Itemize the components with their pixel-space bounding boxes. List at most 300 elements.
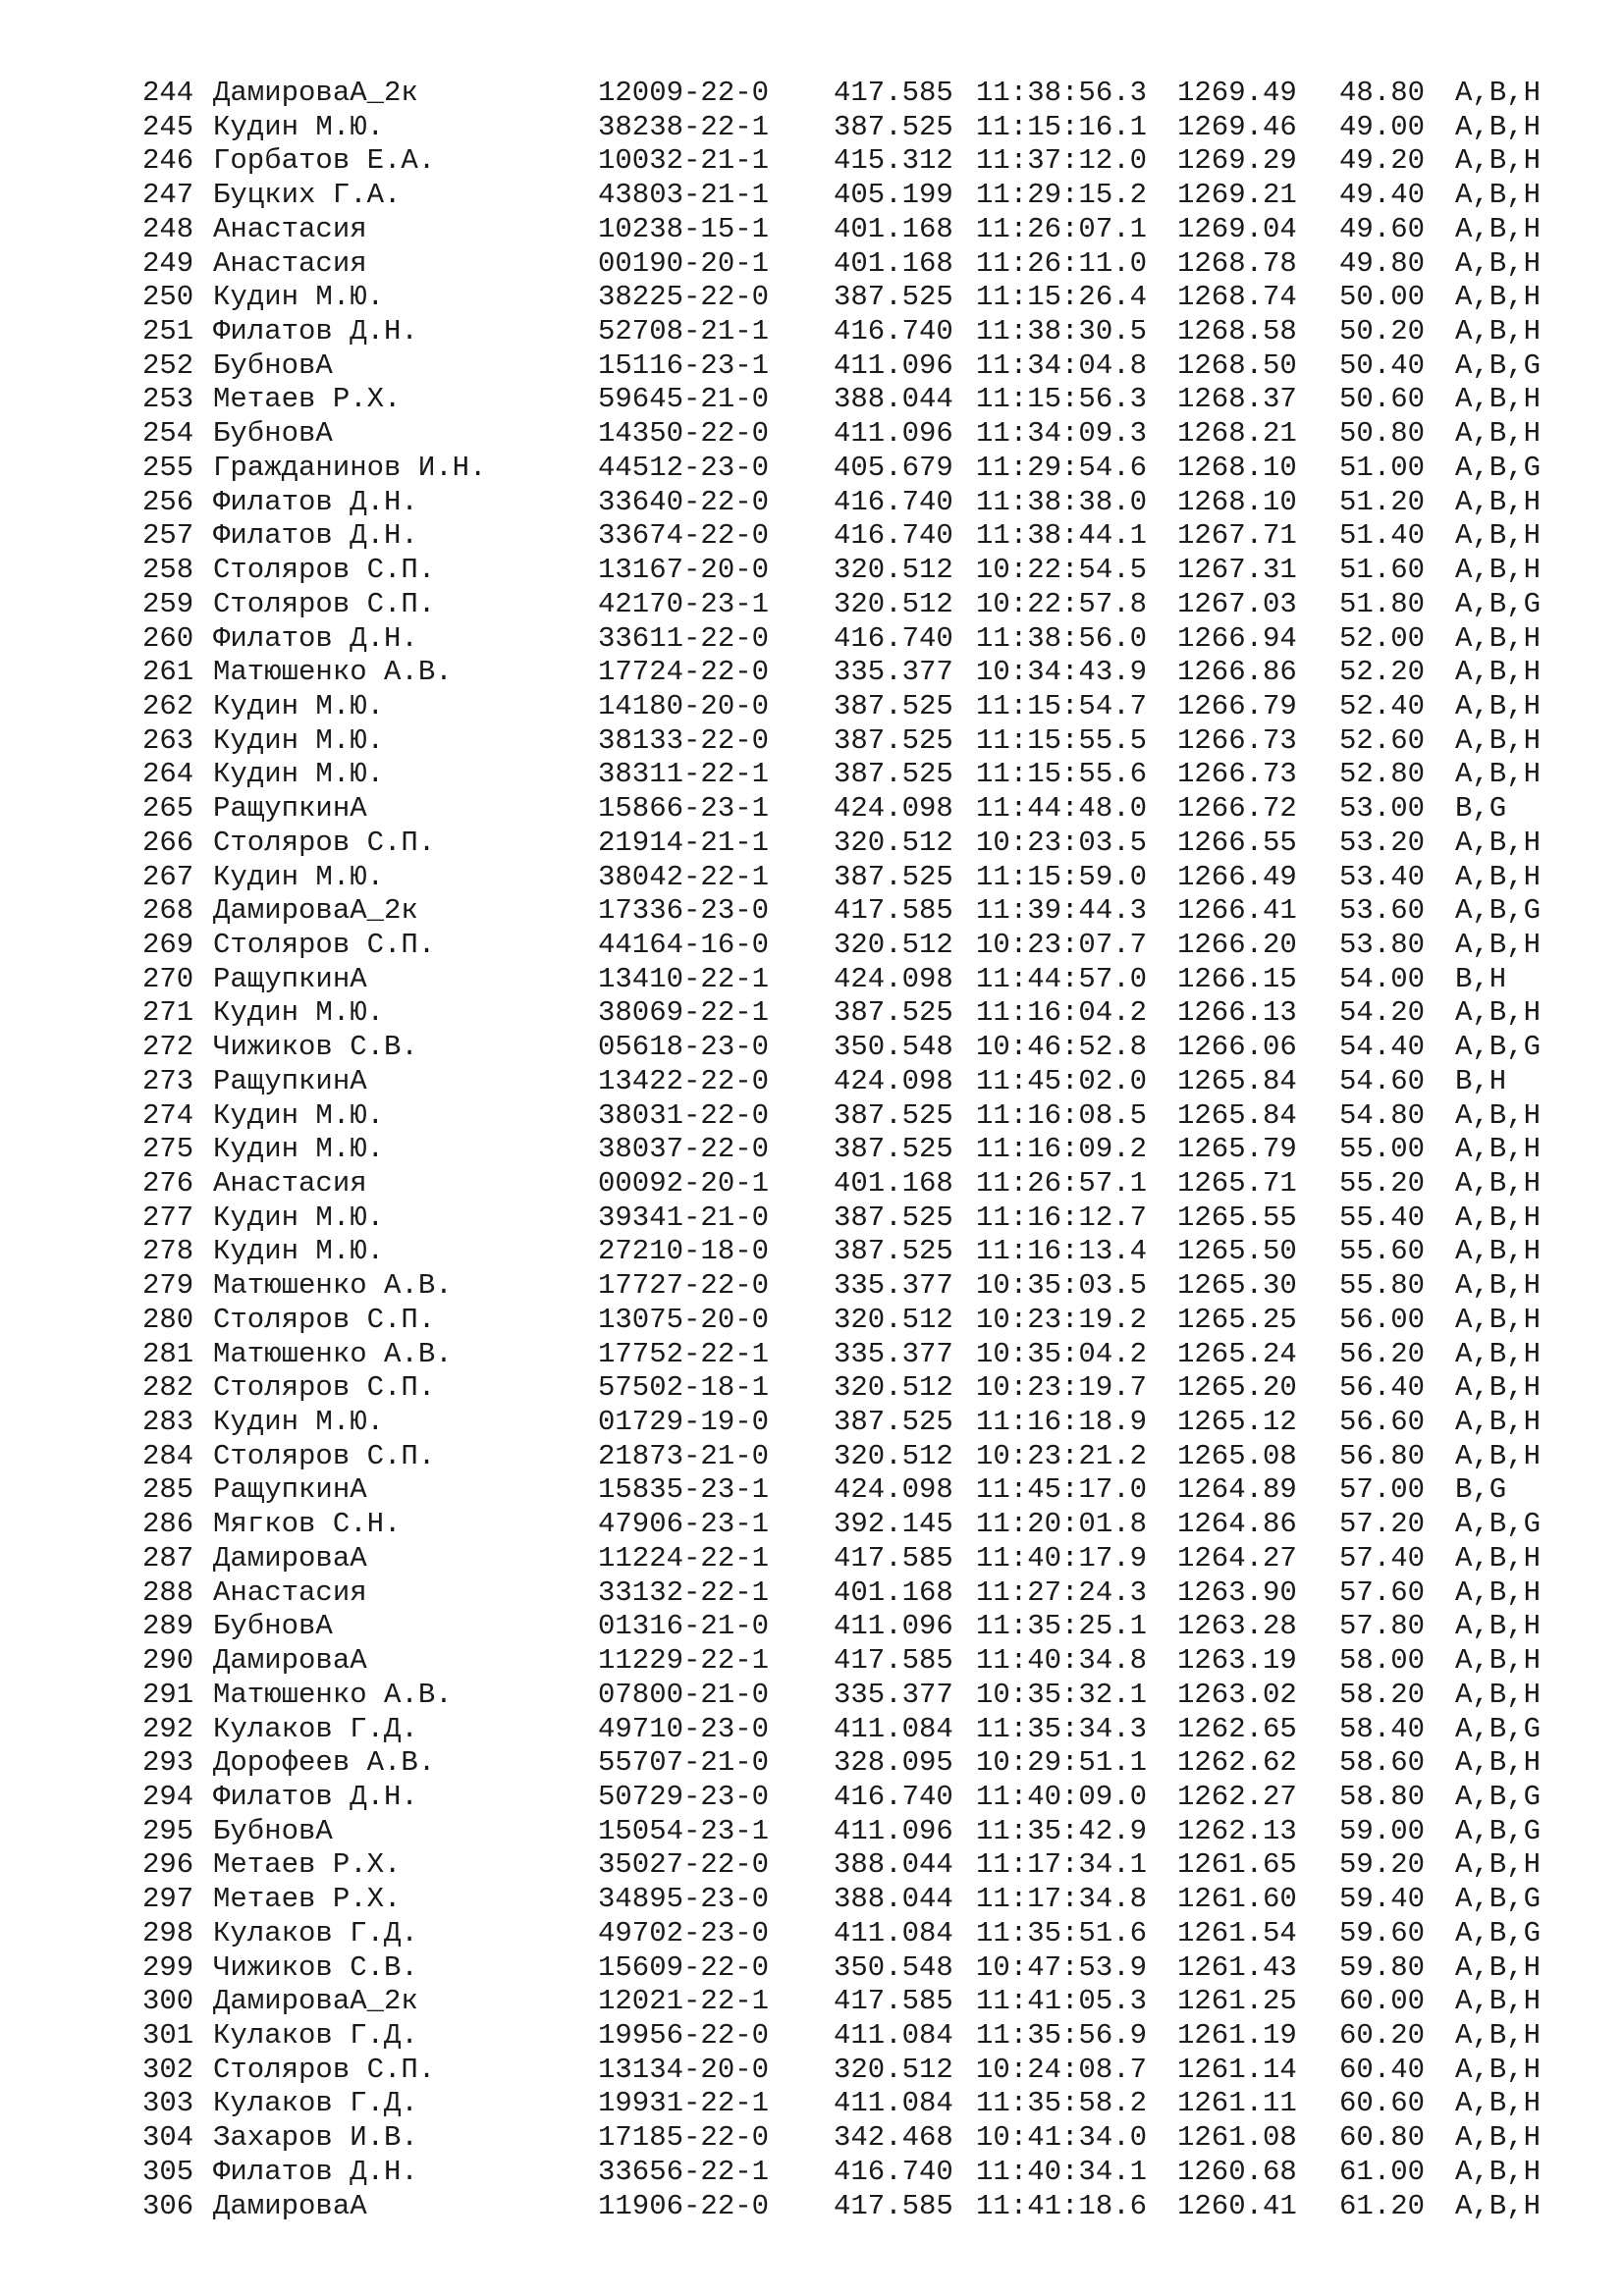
result-row [142, 1304, 1624, 1338]
category-cell: A,B,H [1455, 485, 1542, 518]
fancier-name-cell: Кулаков Г.Д. [213, 1712, 418, 1745]
arrival-time-cell: 11:38:30.5 [976, 315, 1148, 348]
fancier-name-cell: Кулаков Г.Д. [213, 2018, 418, 2052]
coefficient-cell: 55.80 [1339, 1269, 1426, 1303]
place-cell: 267 [142, 860, 194, 893]
coefficient-cell: 55.60 [1339, 1235, 1426, 1268]
distance-cell: 387.525 [834, 1098, 953, 1132]
fancier-name-cell: Гражданинов И.Н. [213, 451, 487, 484]
fancier-name-cell: Кудин М.Ю. [213, 1406, 385, 1439]
result-row [142, 1065, 1624, 1099]
result-row [142, 1610, 1624, 1644]
speed-cell: 1260.41 [1177, 2189, 1297, 2222]
fancier-name-cell: Столяров С.П. [213, 554, 436, 587]
fancier-name-cell: РащупкинА [213, 792, 367, 826]
fancier-name-cell: Кудин М.Ю. [213, 996, 385, 1030]
category-cell: A,B,G [1455, 587, 1542, 620]
ring-number-cell: 38238-22-1 [598, 110, 770, 143]
ring-number-cell: 13410-22-1 [598, 962, 770, 995]
arrival-time-cell: 11:39:44.3 [976, 894, 1148, 928]
category-cell: A,B,G [1455, 1780, 1542, 1813]
category-cell: A,B,H [1455, 689, 1542, 722]
speed-cell: 1268.74 [1177, 281, 1297, 314]
result-row [142, 247, 1624, 282]
place-cell: 261 [142, 656, 194, 689]
arrival-time-cell: 11:38:56.0 [976, 621, 1148, 655]
fancier-name-cell: Филатов Д.Н. [213, 485, 418, 518]
coefficient-cell: 56.20 [1339, 1337, 1426, 1370]
category-cell: A,B,G [1455, 451, 1542, 484]
speed-cell: 1263.19 [1177, 1644, 1297, 1678]
distance-cell: 417.585 [834, 894, 953, 928]
speed-cell: 1265.24 [1177, 1337, 1297, 1370]
speed-cell: 1268.50 [1177, 348, 1297, 382]
ring-number-cell: 10032-21-1 [598, 144, 770, 178]
arrival-time-cell: 10:35:03.5 [976, 1269, 1148, 1303]
distance-cell: 387.525 [834, 281, 953, 314]
arrival-time-cell: 11:16:12.7 [976, 1201, 1148, 1234]
place-cell: 260 [142, 621, 194, 655]
arrival-time-cell: 11:15:56.3 [976, 383, 1148, 416]
result-row [142, 724, 1624, 759]
coefficient-cell: 54.20 [1339, 996, 1426, 1030]
coefficient-cell: 51.40 [1339, 519, 1426, 553]
distance-cell: 387.525 [834, 860, 953, 893]
result-row [142, 1679, 1624, 1713]
fancier-name-cell: БубновА [213, 1814, 333, 1847]
ring-number-cell: 13422-22-0 [598, 1064, 770, 1097]
ring-number-cell: 19956-22-0 [598, 2018, 770, 2052]
place-cell: 277 [142, 1201, 194, 1234]
speed-cell: 1265.79 [1177, 1133, 1297, 1166]
place-cell: 264 [142, 758, 194, 791]
distance-cell: 401.168 [834, 1167, 953, 1200]
speed-cell: 1266.49 [1177, 860, 1297, 893]
fancier-name-cell: Кудин М.Ю. [213, 689, 385, 722]
category-cell: A,B,H [1455, 2189, 1542, 2222]
distance-cell: 335.377 [834, 1678, 953, 1711]
coefficient-cell: 56.80 [1339, 1439, 1426, 1472]
fancier-name-cell: Буцких Г.А. [213, 179, 402, 212]
arrival-time-cell: 11:40:17.9 [976, 1541, 1148, 1575]
fancier-name-cell: Анастасия [213, 1575, 367, 1609]
distance-cell: 411.096 [834, 1610, 953, 1643]
coefficient-cell: 57.60 [1339, 1575, 1426, 1609]
speed-cell: 1268.10 [1177, 451, 1297, 484]
place-cell: 268 [142, 894, 194, 928]
category-cell: A,B,H [1455, 1269, 1542, 1303]
coefficient-cell: 50.60 [1339, 383, 1426, 416]
speed-cell: 1266.72 [1177, 792, 1297, 826]
arrival-time-cell: 11:15:55.5 [976, 723, 1148, 757]
fancier-name-cell: ДамироваА_2к [213, 894, 418, 928]
place-cell: 285 [142, 1473, 194, 1507]
ring-number-cell: 38133-22-0 [598, 723, 770, 757]
coefficient-cell: 59.40 [1339, 1883, 1426, 1916]
place-cell: 294 [142, 1780, 194, 1813]
distance-cell: 424.098 [834, 1473, 953, 1507]
category-cell: A,B,H [1455, 179, 1542, 212]
result-row [142, 1338, 1624, 1372]
ring-number-cell: 38069-22-1 [598, 996, 770, 1030]
arrival-time-cell: 11:35:51.6 [976, 1916, 1148, 1949]
ring-number-cell: 21873-21-0 [598, 1439, 770, 1472]
coefficient-cell: 53.00 [1339, 792, 1426, 826]
distance-cell: 417.585 [834, 1541, 953, 1575]
arrival-time-cell: 11:44:57.0 [976, 962, 1148, 995]
place-cell: 265 [142, 792, 194, 826]
ring-number-cell: 33611-22-0 [598, 621, 770, 655]
distance-cell: 416.740 [834, 1780, 953, 1813]
ring-number-cell: 17185-22-0 [598, 2121, 770, 2155]
speed-cell: 1263.28 [1177, 1610, 1297, 1643]
coefficient-cell: 50.40 [1339, 348, 1426, 382]
place-cell: 278 [142, 1235, 194, 1268]
result-row [142, 1848, 1624, 1883]
arrival-time-cell: 11:35:58.2 [976, 2087, 1148, 2120]
place-cell: 298 [142, 1916, 194, 1949]
ring-number-cell: 10238-15-1 [598, 212, 770, 245]
ring-number-cell: 33132-22-1 [598, 1575, 770, 1609]
ring-number-cell: 33656-22-1 [598, 2155, 770, 2188]
category-cell: A,B,G [1455, 1814, 1542, 1847]
ring-number-cell: 50729-23-0 [598, 1780, 770, 1813]
speed-cell: 1264.89 [1177, 1473, 1297, 1507]
speed-cell: 1261.54 [1177, 1916, 1297, 1949]
coefficient-cell: 57.40 [1339, 1541, 1426, 1575]
result-row [142, 2019, 1624, 2054]
speed-cell: 1269.46 [1177, 110, 1297, 143]
coefficient-cell: 53.40 [1339, 860, 1426, 893]
category-cell: A,B,H [1455, 928, 1542, 961]
arrival-time-cell: 11:44:48.0 [976, 792, 1148, 826]
place-cell: 299 [142, 1950, 194, 1984]
distance-cell: 388.044 [834, 383, 953, 416]
arrival-time-cell: 11:17:34.1 [976, 1848, 1148, 1882]
speed-cell: 1261.14 [1177, 2053, 1297, 2086]
speed-cell: 1269.04 [1177, 212, 1297, 245]
place-cell: 247 [142, 179, 194, 212]
arrival-time-cell: 11:40:09.0 [976, 1780, 1148, 1813]
coefficient-cell: 54.00 [1339, 962, 1426, 995]
coefficient-cell: 60.60 [1339, 2087, 1426, 2120]
arrival-time-cell: 11:37:12.0 [976, 144, 1148, 178]
coefficient-cell: 52.20 [1339, 656, 1426, 689]
ring-number-cell: 01729-19-0 [598, 1406, 770, 1439]
result-row [142, 1473, 1624, 1508]
speed-cell: 1261.08 [1177, 2121, 1297, 2155]
ring-number-cell: 13167-20-0 [598, 554, 770, 587]
coefficient-cell: 53.60 [1339, 894, 1426, 928]
result-row [142, 1133, 1624, 1167]
category-cell: A,B,H [1455, 996, 1542, 1030]
arrival-time-cell: 10:34:43.9 [976, 656, 1148, 689]
place-cell: 252 [142, 348, 194, 382]
arrival-time-cell: 11:35:42.9 [976, 1814, 1148, 1847]
place-cell: 283 [142, 1406, 194, 1439]
distance-cell: 416.740 [834, 2155, 953, 2188]
ring-number-cell: 11224-22-1 [598, 1541, 770, 1575]
coefficient-cell: 58.60 [1339, 1746, 1426, 1780]
speed-cell: 1266.73 [1177, 758, 1297, 791]
category-cell: A,B,H [1455, 77, 1542, 109]
result-row [142, 2121, 1624, 2156]
ring-number-cell: 38042-22-1 [598, 860, 770, 893]
distance-cell: 405.679 [834, 451, 953, 484]
distance-cell: 335.377 [834, 1269, 953, 1303]
place-cell: 290 [142, 1644, 194, 1678]
speed-cell: 1261.60 [1177, 1883, 1297, 1916]
category-cell: A,B,H [1455, 1575, 1542, 1609]
result-row [142, 996, 1624, 1031]
result-row [142, 1201, 1624, 1236]
coefficient-cell: 59.00 [1339, 1814, 1426, 1847]
arrival-time-cell: 10:23:03.5 [976, 826, 1148, 859]
ring-number-cell: 17724-22-0 [598, 656, 770, 689]
distance-cell: 401.168 [834, 212, 953, 245]
place-cell: 302 [142, 2053, 194, 2086]
fancier-name-cell: Матюшенко А.В. [213, 656, 453, 689]
speed-cell: 1265.12 [1177, 1406, 1297, 1439]
speed-cell: 1268.58 [1177, 315, 1297, 348]
coefficient-cell: 50.00 [1339, 281, 1426, 314]
coefficient-cell: 56.40 [1339, 1371, 1426, 1405]
distance-cell: 401.168 [834, 246, 953, 280]
distance-cell: 411.096 [834, 417, 953, 451]
speed-cell: 1262.65 [1177, 1712, 1297, 1745]
distance-cell: 328.095 [834, 1746, 953, 1780]
result-row [142, 383, 1624, 417]
place-cell: 276 [142, 1167, 194, 1200]
coefficient-cell: 60.00 [1339, 1985, 1426, 2018]
fancier-name-cell: Горбатов Е.А. [213, 144, 436, 178]
arrival-time-cell: 11:20:01.8 [976, 1508, 1148, 1541]
place-cell: 291 [142, 1678, 194, 1711]
speed-cell: 1262.27 [1177, 1780, 1297, 1813]
ring-number-cell: 42170-23-1 [598, 587, 770, 620]
ring-number-cell: 49710-23-0 [598, 1712, 770, 1745]
coefficient-cell: 57.00 [1339, 1473, 1426, 1507]
fancier-name-cell: Филатов Д.Н. [213, 2155, 418, 2188]
category-cell: A,B,H [1455, 519, 1542, 553]
fancier-name-cell: Кудин М.Ю. [213, 758, 385, 791]
coefficient-cell: 60.80 [1339, 2121, 1426, 2155]
category-cell: A,B,G [1455, 1883, 1542, 1916]
coefficient-cell: 57.80 [1339, 1610, 1426, 1643]
result-row [142, 1099, 1624, 1134]
ring-number-cell: 17752-22-1 [598, 1337, 770, 1370]
distance-cell: 320.512 [834, 928, 953, 961]
category-cell: A,B,H [1455, 1235, 1542, 1268]
arrival-time-cell: 11:34:09.3 [976, 417, 1148, 451]
place-cell: 275 [142, 1133, 194, 1166]
speed-cell: 1265.25 [1177, 1303, 1297, 1336]
speed-cell: 1264.86 [1177, 1508, 1297, 1541]
distance-cell: 350.548 [834, 1950, 953, 1984]
category-cell: A,B,H [1455, 281, 1542, 314]
arrival-time-cell: 11:40:34.1 [976, 2155, 1148, 2188]
arrival-time-cell: 10:35:04.2 [976, 1337, 1148, 1370]
distance-cell: 320.512 [834, 1371, 953, 1405]
speed-cell: 1265.84 [1177, 1064, 1297, 1097]
fancier-name-cell: Анастасия [213, 212, 367, 245]
category-cell: A,B,H [1455, 1201, 1542, 1234]
result-row [142, 1167, 1624, 1201]
result-row [142, 1644, 1624, 1679]
speed-cell: 1266.55 [1177, 826, 1297, 859]
place-cell: 270 [142, 962, 194, 995]
ring-number-cell: 27210-18-0 [598, 1235, 770, 1268]
coefficient-cell: 55.00 [1339, 1133, 1426, 1166]
place-cell: 293 [142, 1746, 194, 1780]
distance-cell: 424.098 [834, 792, 953, 826]
coefficient-cell: 61.00 [1339, 2155, 1426, 2188]
fancier-name-cell: Дорофеев А.В. [213, 1746, 436, 1780]
arrival-time-cell: 11:40:34.8 [976, 1644, 1148, 1678]
place-cell: 287 [142, 1541, 194, 1575]
speed-cell: 1262.62 [1177, 1746, 1297, 1780]
category-cell: A,B,H [1455, 723, 1542, 757]
ring-number-cell: 21914-21-1 [598, 826, 770, 859]
result-row [142, 963, 1624, 997]
distance-cell: 335.377 [834, 1337, 953, 1370]
arrival-time-cell: 10:35:32.1 [976, 1678, 1148, 1711]
arrival-time-cell: 11:45:17.0 [976, 1473, 1148, 1507]
distance-cell: 387.525 [834, 723, 953, 757]
fancier-name-cell: ДамироваА [213, 1541, 367, 1575]
category-cell: A,B,H [1455, 1950, 1542, 1984]
arrival-time-cell: 11:17:34.8 [976, 1883, 1148, 1916]
result-row [142, 315, 1624, 349]
ring-number-cell: 43803-21-1 [598, 179, 770, 212]
arrival-time-cell: 11:15:26.4 [976, 281, 1148, 314]
category-cell: A,B,H [1455, 2155, 1542, 2188]
arrival-time-cell: 11:26:07.1 [976, 212, 1148, 245]
speed-cell: 1260.68 [1177, 2155, 1297, 2188]
result-row [142, 1371, 1624, 1406]
distance-cell: 387.525 [834, 1201, 953, 1234]
place-cell: 292 [142, 1712, 194, 1745]
coefficient-cell: 52.00 [1339, 621, 1426, 655]
coefficient-cell: 52.40 [1339, 689, 1426, 722]
distance-cell: 387.525 [834, 996, 953, 1030]
result-row [142, 77, 1624, 111]
distance-cell: 388.044 [834, 1848, 953, 1882]
arrival-time-cell: 11:16:13.4 [976, 1235, 1148, 1268]
place-cell: 269 [142, 928, 194, 961]
fancier-name-cell: Столяров С.П. [213, 826, 436, 859]
speed-cell: 1265.30 [1177, 1269, 1297, 1303]
arrival-time-cell: 11:38:38.0 [976, 485, 1148, 518]
distance-cell: 388.044 [834, 1883, 953, 1916]
result-row [142, 929, 1624, 963]
speed-cell: 1266.06 [1177, 1031, 1297, 1064]
speed-cell: 1261.25 [1177, 1985, 1297, 2018]
arrival-time-cell: 10:23:19.2 [976, 1303, 1148, 1336]
speed-cell: 1263.90 [1177, 1575, 1297, 1609]
category-cell: A,B,H [1455, 110, 1542, 143]
arrival-time-cell: 11:29:54.6 [976, 451, 1148, 484]
arrival-time-cell: 10:29:51.1 [976, 1746, 1148, 1780]
distance-cell: 320.512 [834, 1303, 953, 1336]
distance-cell: 411.084 [834, 1712, 953, 1745]
distance-cell: 320.512 [834, 554, 953, 587]
place-cell: 306 [142, 2189, 194, 2222]
arrival-time-cell: 11:16:04.2 [976, 996, 1148, 1030]
fancier-name-cell: ДамироваА [213, 2189, 367, 2222]
coefficient-cell: 58.20 [1339, 1678, 1426, 1711]
speed-cell: 1268.37 [1177, 383, 1297, 416]
arrival-time-cell: 11:16:18.9 [976, 1406, 1148, 1439]
result-row [142, 1406, 1624, 1440]
coefficient-cell: 55.40 [1339, 1201, 1426, 1234]
result-row [142, 281, 1624, 315]
coefficient-cell: 54.80 [1339, 1098, 1426, 1132]
speed-cell: 1268.10 [1177, 485, 1297, 518]
distance-cell: 417.585 [834, 1644, 953, 1678]
category-cell: A,B,H [1455, 417, 1542, 451]
arrival-time-cell: 11:27:24.3 [976, 1575, 1148, 1609]
ring-number-cell: 17336-23-0 [598, 894, 770, 928]
category-cell: A,B,H [1455, 2121, 1542, 2155]
fancier-name-cell: БубновА [213, 348, 333, 382]
place-cell: 305 [142, 2155, 194, 2188]
category-cell: A,B,H [1455, 212, 1542, 245]
category-cell: A,B,H [1455, 758, 1542, 791]
place-cell: 274 [142, 1098, 194, 1132]
coefficient-cell: 49.20 [1339, 144, 1426, 178]
distance-cell: 415.312 [834, 144, 953, 178]
distance-cell: 387.525 [834, 110, 953, 143]
distance-cell: 335.377 [834, 656, 953, 689]
distance-cell: 401.168 [834, 1575, 953, 1609]
arrival-time-cell: 11:35:34.3 [976, 1712, 1148, 1745]
ring-number-cell: 49702-23-0 [598, 1916, 770, 1949]
coefficient-cell: 49.00 [1339, 110, 1426, 143]
arrival-time-cell: 11:26:57.1 [976, 1167, 1148, 1200]
coefficient-cell: 52.60 [1339, 723, 1426, 757]
arrival-time-cell: 11:35:56.9 [976, 2018, 1148, 2052]
arrival-time-cell: 11:16:09.2 [976, 1133, 1148, 1166]
category-cell: B,H [1455, 1064, 1507, 1097]
ring-number-cell: 12021-22-1 [598, 1985, 770, 2018]
speed-cell: 1266.73 [1177, 723, 1297, 757]
coefficient-cell: 51.00 [1339, 451, 1426, 484]
place-cell: 273 [142, 1064, 194, 1097]
place-cell: 256 [142, 485, 194, 518]
result-row [142, 894, 1624, 929]
arrival-time-cell: 11:16:08.5 [976, 1098, 1148, 1132]
ring-number-cell: 05618-23-0 [598, 1031, 770, 1064]
distance-cell: 405.199 [834, 179, 953, 212]
fancier-name-cell: Метаев Р.Х. [213, 1883, 402, 1916]
speed-cell: 1268.21 [1177, 417, 1297, 451]
place-cell: 279 [142, 1269, 194, 1303]
arrival-time-cell: 10:41:34.0 [976, 2121, 1148, 2155]
fancier-name-cell: РащупкинА [213, 1064, 367, 1097]
arrival-time-cell: 11:41:05.3 [976, 1985, 1148, 2018]
coefficient-cell: 51.80 [1339, 587, 1426, 620]
distance-cell: 392.145 [834, 1508, 953, 1541]
distance-cell: 387.525 [834, 1406, 953, 1439]
place-cell: 258 [142, 554, 194, 587]
place-cell: 266 [142, 826, 194, 859]
ring-number-cell: 13134-20-0 [598, 2053, 770, 2086]
fancier-name-cell: Кулаков Г.Д. [213, 1916, 418, 1949]
result-row [142, 417, 1624, 452]
category-cell: A,B,H [1455, 1371, 1542, 1405]
distance-cell: 342.468 [834, 2121, 953, 2155]
